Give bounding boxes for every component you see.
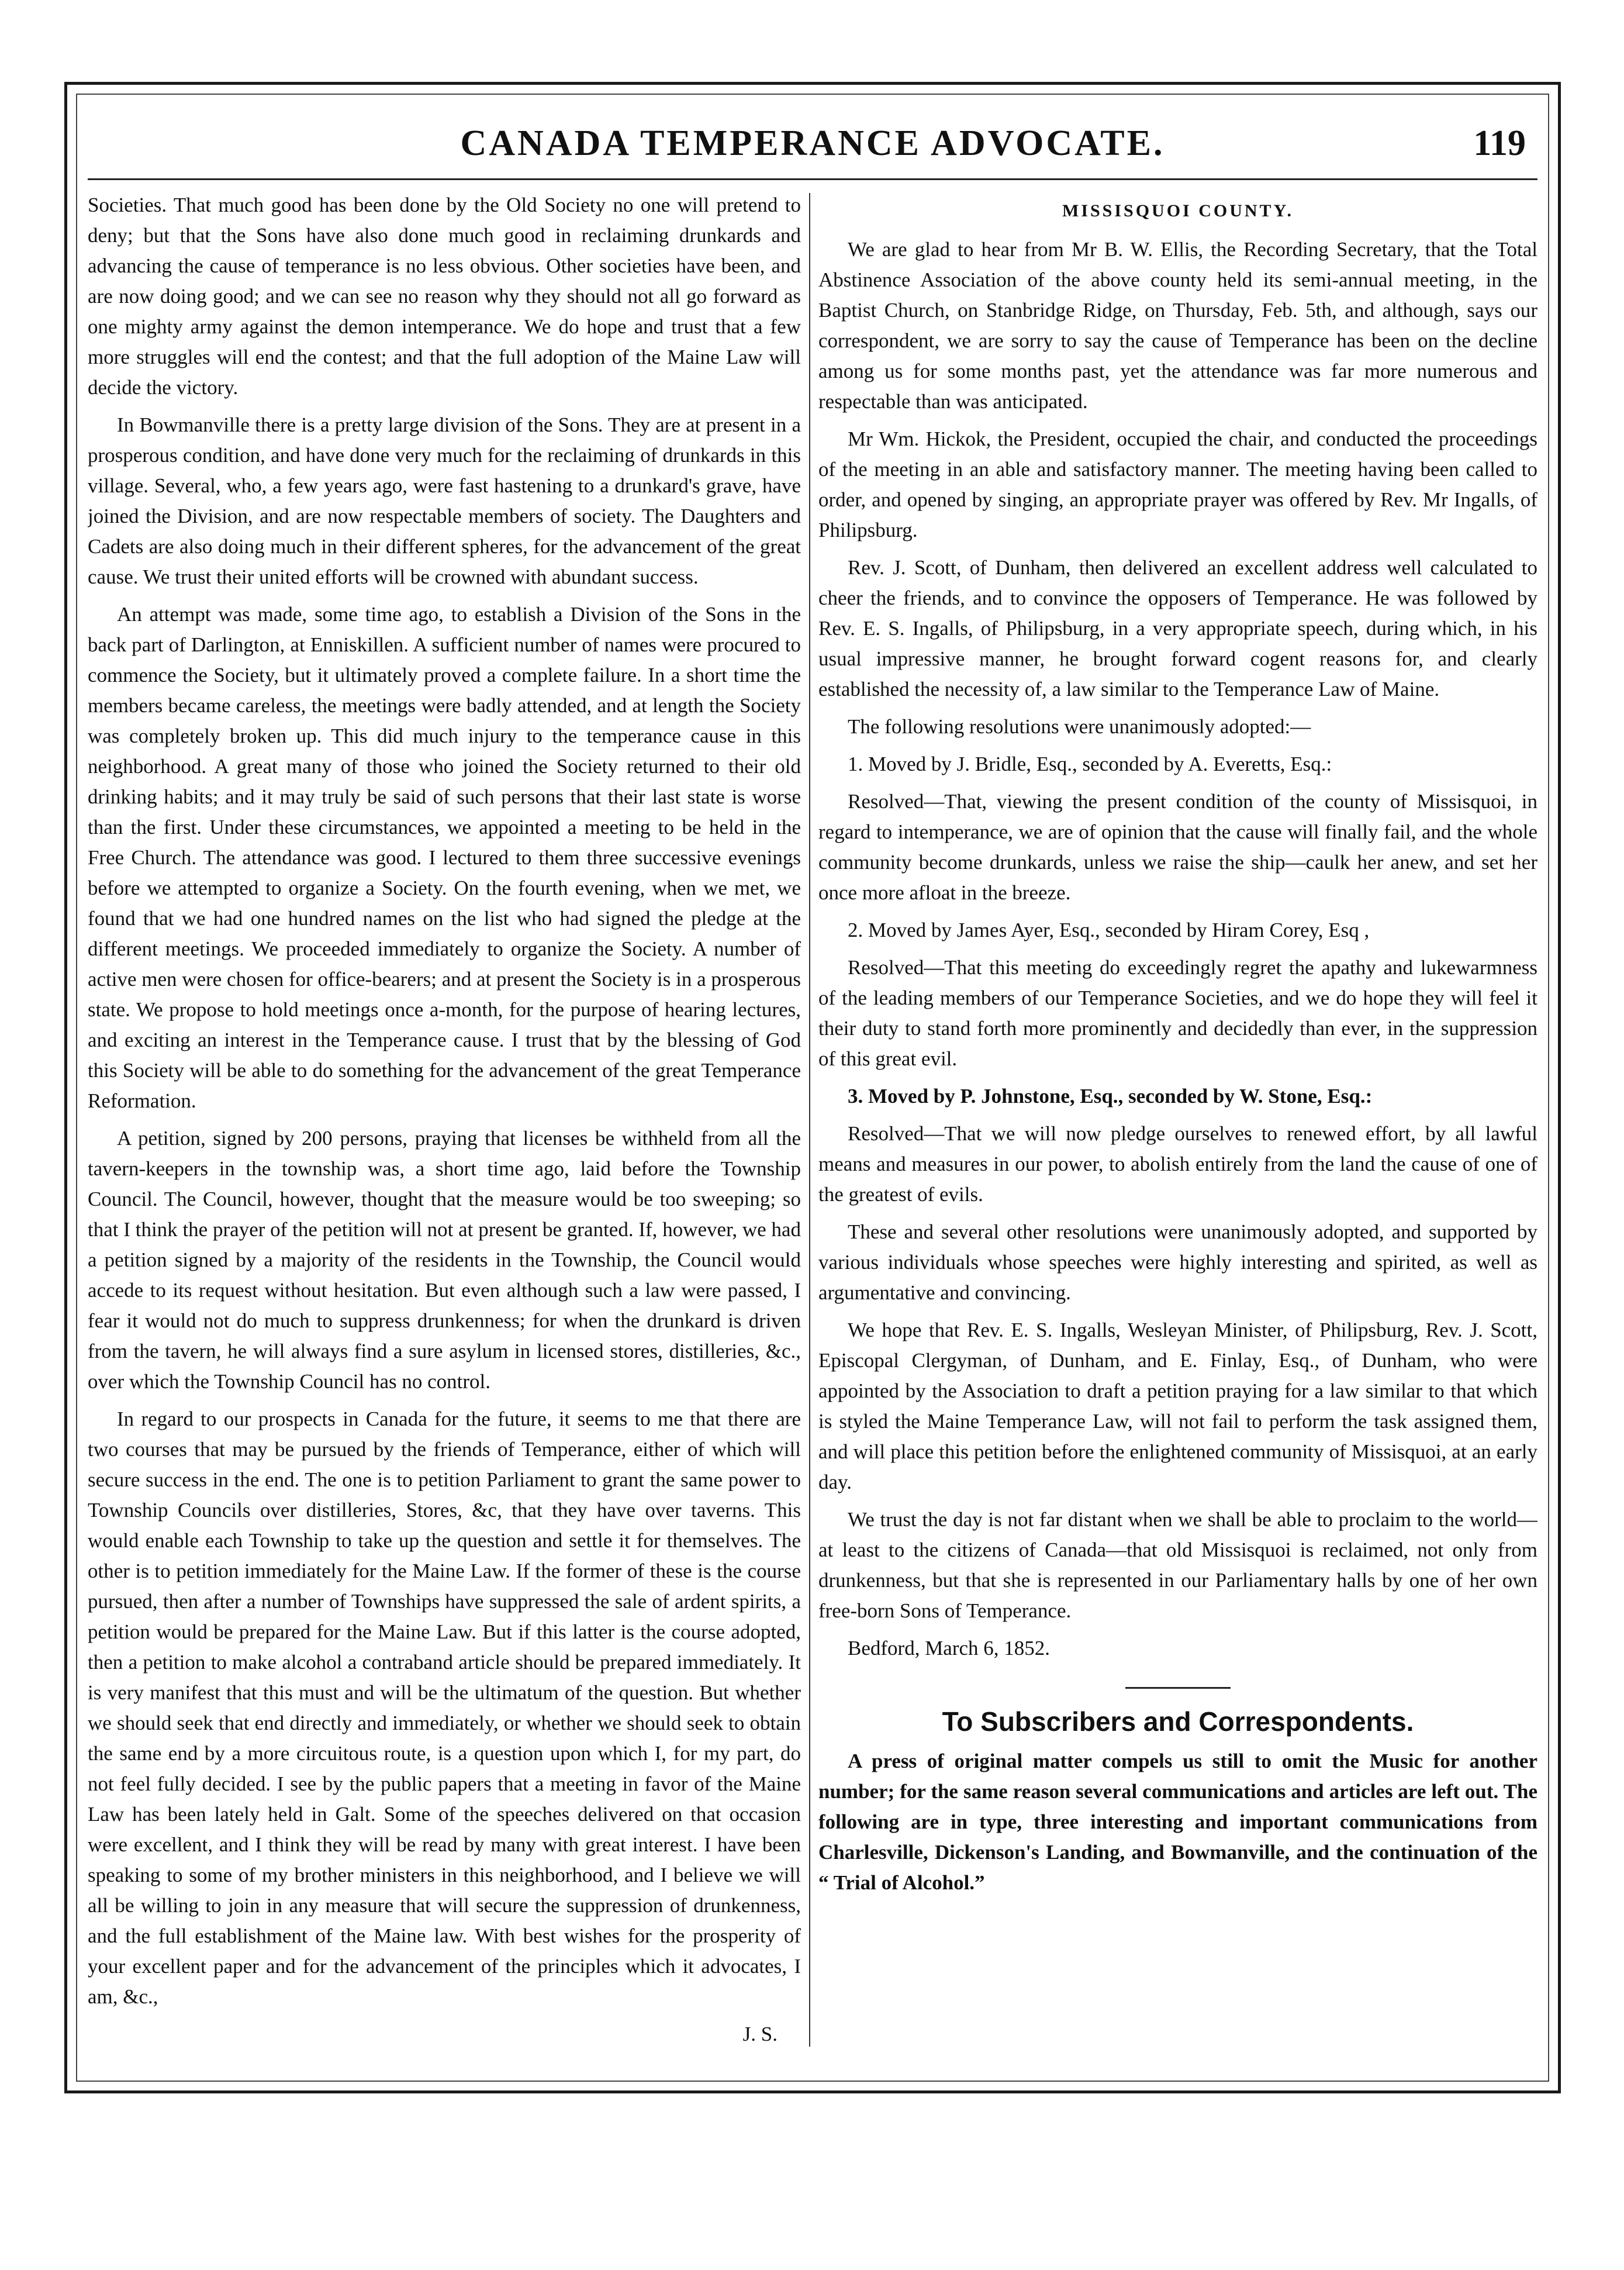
right-column — [818, 190, 1537, 2061]
subscribers-notice: A press of original matter compels us still to omit the Music for another number; for the same reason several communications and articles are left out. The following are in type, three interesting and important communications from Charlesville, Dickenson's Landing, and Bowmanville, and the continuation of the “ Trial of Alcohol.” — [818, 1750, 1537, 1894]
section-separator — [1125, 1687, 1231, 1689]
motion-2: 2. Moved by James Ayer, Esq., seconded by Hiram Corey, Esq , — [848, 919, 1370, 941]
left-paragraph-5: In regard to our prospects in Canada for the future, it seems to me that there are two courses that may be pursued by the friends of Temperance, either of which will secure success in the end. The one is to petition Parliament to grant the same power to Township Councils over distilleries, Stores, &c, that they have over taverns. This would enable each Township to take up the question and settle it for themselves. The other is to petition immediately for the Maine Law. If the former of these is the course pursued, then after a number of Townships have suppressed the sale of ardent spirits, a petition would be prepared for the Maine Law. But if this latter is the course adopted, then a petition to make alcohol a contraband article should be prepared immediately. It is very manifest that this must and will be the ultimatum of the question. But whether we should seek that end directly and immediately, or whether we should seek to obtain the same end by a more circuitous route, is a question upon which I, for my part, do not feel fully decided. I see by the public papers that a meeting in favor of the Maine Law has been lately held in Galt. Some of the speeches delivered on that occasion were excellent, and I think they will be read by many with great interest. I have been speaking to some of my brother ministers in this neighborhood, and I believe we will all be willing to join in any measure that will secure the suppression of drunkenness, and the full establishment of the Maine law. With best wishes for the prosperity of your excellent paper and for the advancement of the principles which it advocates, I am, &c., — [88, 1407, 801, 2008]
right-paragraph-5: These and several other resolutions were unanimously adopted, and supported by various individuals whose speeches were highly interesting and spirited, as well as argumentative and convincing. — [818, 1220, 1537, 1304]
right-paragraph-6: We hope that Rev. E. S. Ingalls, Wesleyan Minister, of Philipsburg, Rev. J. Scott, Episcopal Clergyman, of Dunham, and E. Finlay, Esq., of Dunham, who were appointed by the Association to draft a petition praying for a law similar to that which is styled the Maine Temperance Law, will not fail to perform the task assigned them, and will place this petition before the enlightened community of Missisquoi, at an early day. — [818, 1319, 1537, 1493]
resolution-1: Resolved—That, viewing the present condition of the county of Missisquoi, in regard to intemperance, we are of opinion that the cause will finally fail, and the whole community become drunkards, unless we raise the ship—caulk her anew, and set her once more afloat in the breeze. — [818, 790, 1537, 904]
page-header — [88, 117, 1537, 187]
resolution-2: Resolved—That this meeting do exceedingly regret the apathy and lukewarmness of the leading members of our Temperance Societies, and we do hope they will feel it their duty to stand forth more prominently and decidedly than ever, in the suppression of this great evil. — [818, 956, 1537, 1070]
right-paragraph-2: Mr Wm. Hickok, the President, occupied the chair, and conducted the proceedings of the meeting in an able and satisfactory manner. The meeting having been called to order, and opened by singing, an appropriate prayer was offered by Rev. Mr Ingalls, of Philipsburg. — [818, 427, 1537, 541]
right-paragraph-1: We are glad to hear from Mr B. W. Ellis, the Recording Secretary, that the Total Abstinence Association of the above county held its semi-annual meeting, in the Baptist Church, on Stanbridge Ridge, on Thursday, Feb. 5th, and although, says our correspondent, we are sorry to say the cause of Temperance has been on the decline among us for some months past, yet the attendance was far more numerous and respectable than was anticipated. — [818, 238, 1537, 413]
resolution-3: Resolved—That we will now pledge ourselves to renewed effort, by all lawful means and measures in our power, to abolish entirely from the land the cause of one of the greatest of evils. — [818, 1122, 1537, 1206]
left-paragraph-1: Societies. That much good has been done by the Old Society no one will pretend to deny; but that the Sons have also done much good in reclaiming drunkards and advancing the cause of temperance is no less obvious. Other societies have been, and are now doing good; and we can see no reason why they should not all go forward as one mighty army against the demon intemperance. We do hope and trust that a few more struggles will end the contest; and that the full adoption of the Maine Law will decide the victory. — [88, 194, 801, 399]
subscribers-heading: To Subscribers and Correspondents. — [942, 1706, 1414, 1737]
right-paragraph-7: We trust the day is not far distant when we shall be able to proclaim to the world—at least to the citizens of Canada—that old Missisquoi is reclaimed, not only from drunkenness, but that she is represented in our Parliamentary halls by one of her own free-born Sons of Temperance. — [818, 1508, 1537, 1622]
page-number: 119 — [1473, 123, 1526, 163]
column-divider — [809, 193, 810, 2047]
left-paragraph-2: In Bowmanville there is a pretty large division of the Sons. They are at present in a prosperous condition, and have done very much for the reclaiming of drunkards in this village. Several, who, a few years ago, were fast hastening to a drunkard's grave, have joined the Division, and are now respectable members of society. The Daughters and Cadets are also doing much in their different spheres, for the advancement of the great cause. We trust their united efforts will be crowned with abundant success. — [88, 413, 801, 588]
header-rule — [88, 178, 1537, 180]
dateline: Bedford, March 6, 1852. — [848, 1637, 1051, 1660]
publication-title: CANADA TEMPERANCE ADVOCATE. — [460, 123, 1165, 163]
left-paragraph-4: A petition, signed by 200 persons, praying that licenses be withheld from all the tavern-keepers in the township was, a short time ago, laid before the Township Council. The Council, however, thought that the measure would be too sweeping; so that I think the prayer of the petition will not at present be granted. If, however, we had a petition signed by a majority of the residents in the Township, the Council would accede to its request without hesitation. But even although such a law were passed, I fear it would not do much to suppress drunkenness; for when the drunkard is driven from the tavern, he will always find a sure asylum in licensed stores, distilleries, &c., over which the Township Council has no control. — [88, 1127, 801, 1393]
motion-1: 1. Moved by J. Bridle, Esq., seconded by A. Everetts, Esq.: — [848, 753, 1332, 775]
right-paragraph-4: The following resolutions were unanimously adopted:— — [848, 715, 1311, 738]
section-title-missisquoi: MISSISQUOI COUNTY. — [1062, 201, 1294, 220]
motion-3: 3. Moved by P. Johnstone, Esq., seconded by W. Stone, Esq.: — [848, 1085, 1373, 1108]
left-signature: J. S. — [742, 2023, 778, 2045]
right-paragraph-3: Rev. J. Scott, of Dunham, then delivered an excellent address well calculated to cheer the friends, and to convince the opposers of Temperance. He was followed by Rev. E. S. Ingalls, of Philipsburg, in a very appropriate speech, during which, in his usual impressive manner, he brought forward cogent reasons for, and clearly established the necessity of, a law similar to the Temperance Law of Maine. — [818, 556, 1537, 701]
left-paragraph-3: An attempt was made, some time ago, to establish a Division of the Sons in the back part of Darlington, at Enniskillen. A sufficient number of names were procured to commence the Society, but it ultimately proved a complete failure. In a short time the members became careless, the meetings were badly attended, and at length the Society was completely broken up. This did much injury to the temperance cause in this neighborhood. A great many of those who joined the Society returned to their old drinking habits; and it may truly be said of such persons that their last state is worse than the first. Under these circumstances, we appointed a meeting to be held in the Free Church. The attendance was good. I lectured to them three successive evenings before we attempted to organize a Society. On the fourth evening, when we met, we found that we had one hundred names on the list who had signed the pledge at the different meetings. We proceeded immediately to organize the Society. A number of active men were chosen for office-bearers; and at present the Society is in a prosperous state. We propose to hold meetings once a-month, for the purpose of hearing lectures, and exciting an interest in the Temperance cause. I trust that by the blessing of God this Society will be able to do something for the advancement of the great Temperance Reformation. — [88, 603, 801, 1112]
left-column — [88, 190, 801, 2061]
